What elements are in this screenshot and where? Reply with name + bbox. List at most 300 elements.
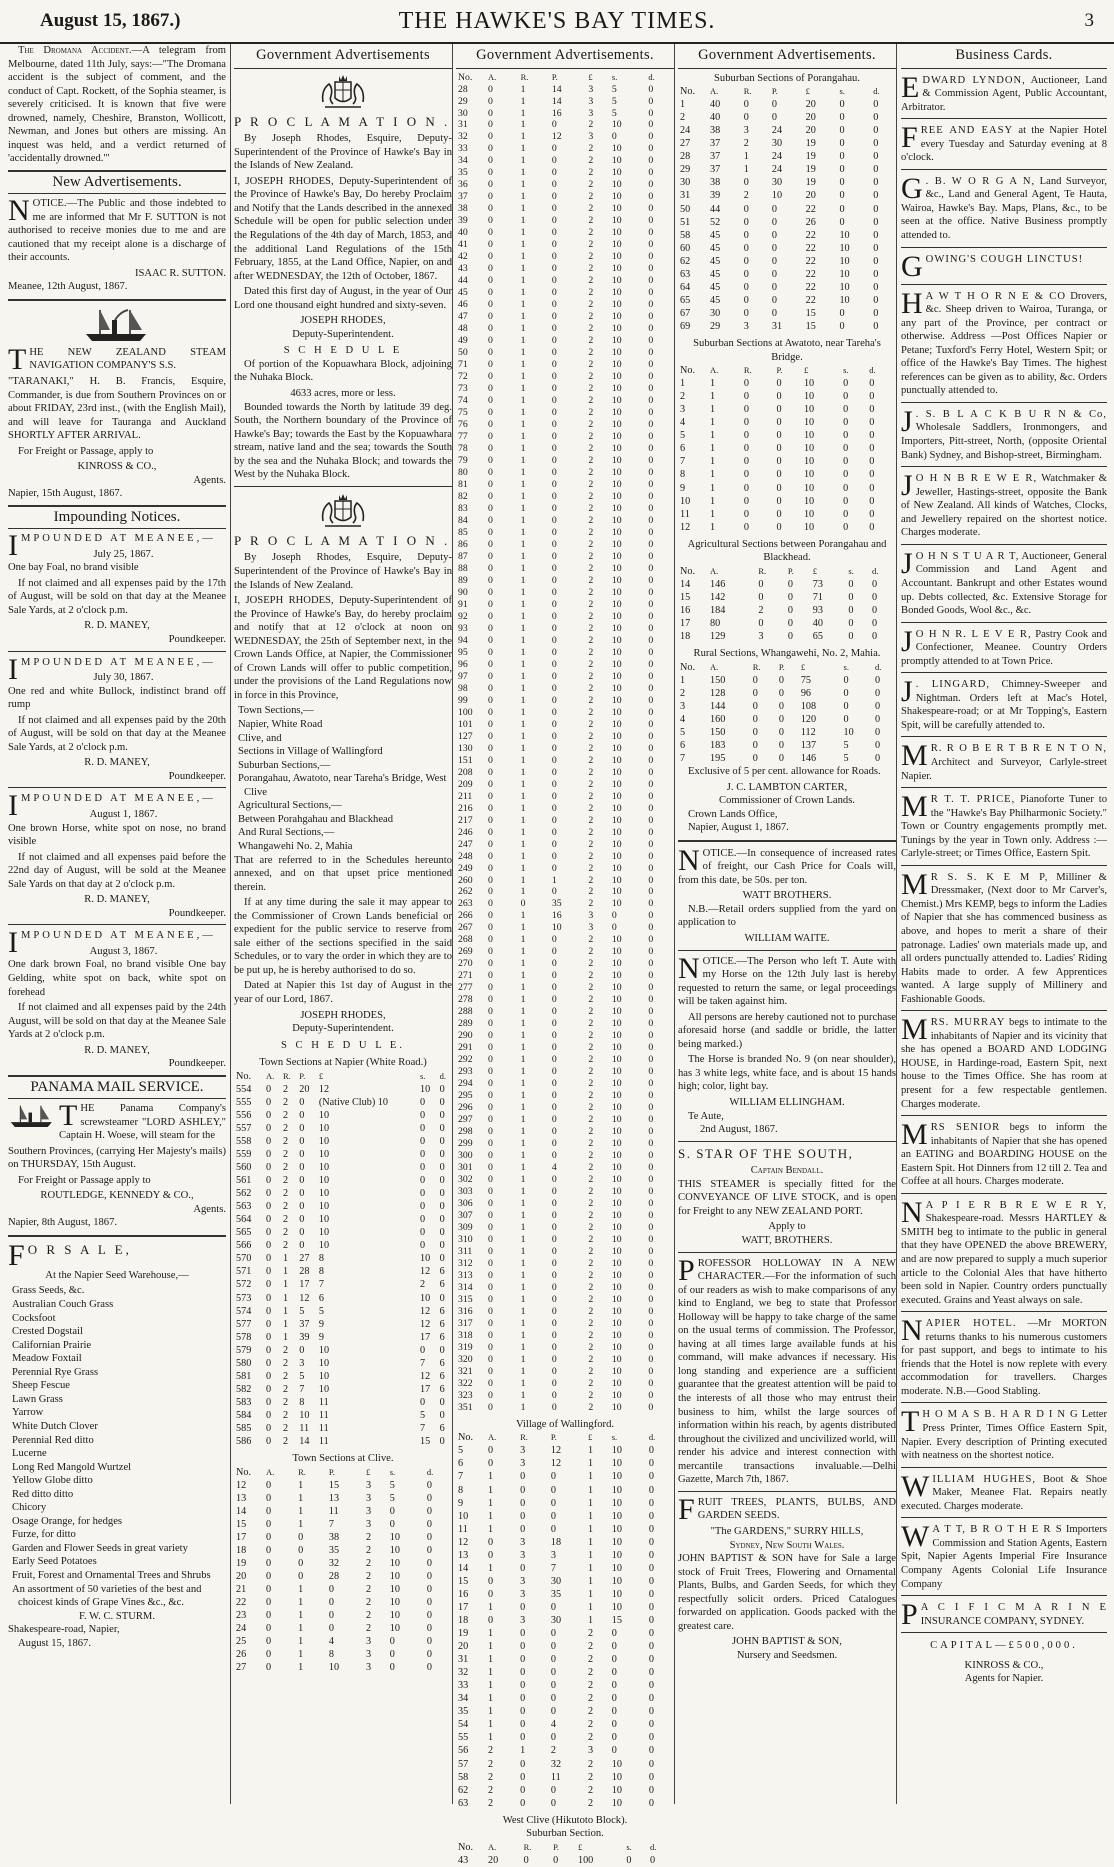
table-cell: 0	[648, 1281, 654, 1293]
table-cell: 18	[458, 1615, 469, 1626]
table-cell: 0	[648, 886, 654, 898]
table-cell: 0	[778, 713, 784, 725]
table-row	[234, 1531, 452, 1544]
table-cell: 2	[588, 622, 594, 634]
table-cell: 0	[550, 1510, 556, 1522]
table-cell: 2	[588, 1305, 594, 1317]
table-cell: 0	[776, 495, 782, 507]
table-cell: 0	[843, 482, 849, 494]
table-cell: 12	[236, 1479, 247, 1491]
table-cell: 19	[805, 177, 816, 189]
table-cell: 2	[419, 1279, 426, 1291]
table-cell: 5	[389, 1479, 395, 1491]
table-cell: 0	[839, 151, 845, 163]
table-cell: 1	[680, 674, 686, 686]
table-cell: 33	[458, 1680, 469, 1692]
table-cell: 2	[588, 263, 594, 275]
table-cell: 0	[551, 694, 557, 706]
table-cell: 10	[611, 874, 622, 886]
table-cell: 277	[458, 982, 473, 994]
table-cell: 0	[648, 395, 654, 407]
table-cell: 10	[803, 391, 815, 403]
table-cell: 10	[318, 1201, 330, 1213]
card-title: R S. S. K E M P,	[930, 871, 1049, 883]
table-cell: 0	[419, 1201, 426, 1213]
table-cell: 0	[299, 1227, 305, 1239]
card-body: Wholesale Saddlers, Ironmongers, and Importers, Pitt-street, North, (opposite Oriental Bank) Sydney, and Bishop-street, Birmingham.	[901, 422, 1107, 461]
table-cell: 2	[282, 1357, 289, 1369]
table-cell: 3	[680, 700, 686, 712]
table-cell: 1	[520, 251, 526, 263]
table-row	[678, 268, 896, 281]
table-cell: 1	[587, 1536, 594, 1548]
table-cell: 27	[680, 138, 691, 150]
table-cell: 2	[588, 1066, 594, 1078]
table-cell: 0	[488, 802, 493, 814]
table-header-cell: s.	[843, 365, 849, 376]
table-cell: 0	[488, 1281, 493, 1293]
table-cell: 1	[520, 790, 526, 802]
table-row	[234, 1609, 452, 1622]
table-cell: 5	[458, 1445, 464, 1457]
table-cell: 0	[419, 1396, 426, 1408]
table-cell: 0	[551, 1329, 557, 1341]
table-cell: 137	[800, 739, 817, 751]
table-cell: 0	[488, 514, 493, 526]
table-cell: 14	[299, 1436, 310, 1448]
table-header-cell: No.	[680, 661, 695, 673]
table-cell: 27	[236, 1662, 247, 1674]
table-cell: 0	[266, 1610, 272, 1622]
table-cell: 0	[648, 491, 654, 502]
business-card	[901, 1406, 1107, 1467]
drop-cap: H	[901, 286, 923, 320]
table-cell: 1	[587, 1445, 594, 1457]
table-cell: 0	[776, 430, 782, 442]
table-cell: 299	[458, 1138, 473, 1150]
table-cell: 6	[680, 739, 686, 751]
table-cell: 0	[551, 335, 557, 347]
table-cell: 0	[520, 1784, 526, 1796]
table-row	[456, 1731, 674, 1744]
table-cell: 0	[488, 179, 493, 191]
table-cell: 0	[648, 562, 654, 574]
table-cell: 2	[588, 718, 594, 730]
table-cell: 80	[458, 467, 468, 479]
table-cell: 0	[843, 391, 849, 403]
table-cell: 0	[439, 1227, 445, 1239]
table-cell: 75	[458, 407, 468, 419]
table-cell: 2	[588, 179, 594, 191]
table-cell: 10	[318, 1383, 330, 1395]
table-header-cell: £	[365, 1466, 371, 1477]
table-cell: 29	[458, 95, 468, 107]
table-cell: 7	[680, 456, 686, 468]
table-header-row	[678, 661, 896, 674]
table-cell: 73	[812, 578, 823, 590]
table-row	[678, 229, 896, 242]
table-cell: 0	[648, 263, 654, 275]
table-cell: 33	[458, 143, 468, 155]
table-cell: 0	[648, 443, 654, 455]
table-cell: 0	[848, 578, 854, 590]
table-cell: 0	[648, 1458, 654, 1470]
table-cell: 10	[318, 1135, 330, 1147]
sections-table-continued	[456, 72, 674, 1414]
table-cell: 20	[236, 1570, 247, 1582]
table-cell: 0	[266, 1162, 272, 1174]
table-cell: 146	[800, 752, 817, 764]
table-cell: 0	[488, 1536, 494, 1548]
table-cell: 0	[551, 1102, 557, 1114]
table-row	[234, 1174, 452, 1187]
table-cell: 0	[488, 251, 493, 263]
table-cell: 2	[588, 1389, 594, 1401]
table-cell: 0	[488, 526, 493, 538]
table-cell: 17	[419, 1383, 431, 1395]
table-cell: 2	[743, 138, 749, 150]
table-cell: 24	[680, 125, 691, 137]
table-cell: 10	[611, 1066, 622, 1078]
table-cell: 1	[520, 167, 526, 179]
table-cell: 0	[550, 1654, 556, 1666]
table-cell: 10	[611, 1281, 622, 1293]
table-cell: 0	[787, 591, 793, 603]
table-cell: 585	[236, 1422, 252, 1434]
table-cell: 10	[611, 1510, 622, 1522]
table-cell: 108	[800, 700, 817, 712]
table-cell: 1	[520, 646, 526, 658]
drop-cap: I	[8, 926, 18, 960]
table-row	[456, 839, 674, 851]
table-cell: 0	[426, 1584, 432, 1596]
card-body: Drovers, &c. Sheep driven to Wairoa, Turanga, or any part of the Province, per contract or otherwise. Address —Post Offices Napier or Petane; Tuxford's Ferry Hotel, Western Spit; or office of the Hawke's Bay Times. The highest references can be given as to ability, &c. Orders punctually attended to.	[901, 290, 1107, 397]
table-cell: 10	[611, 1186, 622, 1198]
table-cell: 0	[266, 1096, 272, 1108]
table-cell: 0	[419, 1214, 426, 1226]
fruit-signature: JOHN BAPTIST & SON,	[732, 1636, 842, 1648]
table-cell: 0	[551, 1186, 557, 1198]
table-cell: 0	[869, 430, 875, 442]
porangahau-table	[678, 85, 896, 333]
card-text	[901, 739, 1107, 783]
table-cell: 0	[787, 578, 793, 590]
table-cell: 1	[520, 131, 526, 143]
table-cell: 0	[488, 275, 493, 287]
table-cell: 36	[458, 179, 468, 191]
table-cell: 10	[611, 311, 622, 323]
table-cell: 0	[743, 307, 749, 319]
table-cell: 10	[611, 1601, 622, 1613]
table-cell: 2	[588, 694, 594, 706]
table-cell: 311	[458, 1246, 473, 1258]
table-cell: 0	[648, 1198, 654, 1210]
table-cell: 10	[611, 502, 622, 514]
table-cell: 0	[648, 1549, 654, 1561]
table-cell: 0	[648, 550, 654, 562]
table-cell: 1	[298, 1597, 304, 1609]
table-cell: 0	[551, 179, 557, 191]
table-cell: 2	[588, 1222, 594, 1234]
table-cell: 10	[611, 982, 622, 994]
table-cell: 0	[611, 910, 617, 922]
table-row	[456, 1030, 674, 1042]
table-cell: 42	[458, 251, 468, 263]
table-cell: 9	[318, 1331, 324, 1343]
table-cell: 62	[458, 1784, 469, 1796]
napier-sections-table	[234, 1070, 452, 1448]
table-cell: 0	[266, 1409, 272, 1421]
table-cell: 289	[458, 1018, 473, 1030]
table-cell: 10	[611, 574, 622, 586]
table-row	[456, 1627, 674, 1640]
table-cell: 6	[439, 1370, 445, 1382]
table-cell: 0	[439, 1396, 445, 1408]
table-cell: 64	[680, 281, 691, 293]
table-cell: 0	[648, 335, 654, 347]
table-header-cell: P.	[771, 86, 778, 97]
table-cell: 10	[611, 299, 622, 311]
table-cell: 0	[776, 443, 782, 455]
table-cell: 45	[710, 281, 721, 293]
table-header-cell: P.	[778, 661, 785, 672]
table-row	[678, 242, 896, 255]
table-cell: 2	[365, 1557, 372, 1569]
table-cell: 1	[743, 164, 749, 176]
drop-cap: T	[901, 1405, 920, 1439]
table-cell: 0	[611, 1719, 617, 1731]
table-cell: 0	[266, 1662, 272, 1674]
table-cell: 0	[787, 617, 793, 629]
table-row	[678, 604, 896, 617]
notice-text: OTICE.—The Public and those indebted to me are informed that Mr F. SUTTON is not authorised to receive monies due to me and are cautioned that my receipt alone is a discharge of their accounts.	[8, 198, 226, 264]
table-cell: 0	[648, 239, 654, 251]
table-cell: 1	[520, 562, 526, 574]
table-cell: 1	[710, 391, 716, 403]
table-header-cell: s.	[611, 72, 618, 83]
table-cell: 0	[551, 1317, 557, 1329]
table-row	[456, 922, 674, 934]
drop-cap: N	[678, 843, 700, 877]
table-cell: 0	[648, 946, 654, 958]
table-header-cell: R.	[520, 1432, 528, 1443]
steam-agent: KINROSS & CO.,	[77, 461, 157, 473]
rural-table	[678, 661, 896, 765]
table-cell: 24	[771, 151, 783, 163]
table-cell: 10	[803, 482, 815, 494]
table-cell: 32	[458, 1667, 469, 1679]
table-cell: 1	[520, 287, 526, 299]
table-cell: 1	[520, 874, 526, 886]
table-cell: 0	[839, 164, 845, 176]
table-cell: 0	[752, 726, 758, 738]
table-cell: 0	[843, 687, 849, 699]
table-cell: 0	[551, 1090, 557, 1102]
table-cell: 0	[648, 1162, 654, 1174]
table-cell: 1	[520, 1198, 526, 1210]
table-row	[456, 431, 674, 443]
table-cell: 28	[458, 83, 468, 95]
table-cell: 0	[266, 1597, 272, 1609]
table-row	[678, 617, 896, 630]
card-body: Auctioneer, Land & Commission Agent, Public Accountant, Arbitrator.	[901, 74, 1107, 113]
panama-freight: For Freight or Passage apply to	[18, 1174, 151, 1186]
table-cell: 0	[520, 1471, 526, 1483]
table-cell: 0	[743, 495, 749, 507]
table-row	[456, 946, 674, 958]
table-cell: 0	[551, 850, 557, 862]
list-item: Californian Prairie	[12, 1339, 92, 1351]
table-cell: 0	[648, 634, 654, 646]
table-cell: 0	[266, 1544, 272, 1556]
table-cell: 31	[680, 190, 691, 202]
table-row	[456, 1718, 674, 1731]
table-row	[234, 1557, 452, 1570]
table-cell: 0	[551, 383, 557, 395]
col2-heading: Government Advertisements	[234, 44, 452, 69]
table-cell: 0	[869, 404, 875, 416]
table-cell: 0	[771, 229, 777, 241]
table-cell: 0	[648, 874, 654, 886]
table-cell: 0	[488, 1445, 494, 1457]
table-row	[678, 442, 896, 455]
table-cell: 2	[588, 359, 594, 371]
table-cell: 1	[520, 514, 526, 526]
table-cell: 1	[710, 495, 716, 507]
table-cell: 2	[588, 1042, 594, 1054]
table-header-cell: d.	[648, 1432, 656, 1443]
table-cell: 0	[551, 119, 557, 131]
table-cell: 0	[843, 404, 849, 416]
table-row	[234, 1109, 452, 1122]
table-header-cell: A.	[488, 1841, 497, 1852]
table-cell: 16	[680, 604, 691, 616]
table-cell: 1	[298, 1610, 304, 1622]
table-cell: 0	[843, 508, 849, 520]
table-cell: 2	[588, 1018, 594, 1030]
table-cell: 10	[611, 191, 622, 203]
table-row	[456, 1078, 674, 1090]
table-cell: 2	[588, 550, 594, 562]
table-cell: 3	[299, 1357, 305, 1369]
card-title: O H N R. L E V E R,	[915, 628, 1032, 640]
table-cell: 0	[843, 469, 849, 481]
table-row	[456, 155, 674, 167]
table-cell: 267	[458, 922, 473, 934]
table-cell: 10	[611, 1784, 622, 1796]
table-cell: 0	[873, 216, 879, 228]
table-cell: 35	[458, 167, 468, 179]
table-cell: 1	[520, 1293, 526, 1305]
table-cell: 0	[551, 862, 557, 874]
table-cell: 2	[588, 347, 594, 359]
wallingford-heading: Village of Wallingford.	[515, 1418, 615, 1430]
table-cell: 0	[488, 826, 493, 838]
impound-notice-1	[8, 529, 226, 646]
table-cell: 0	[551, 562, 557, 574]
table-cell: 0	[648, 670, 654, 682]
drop-cap: M	[901, 867, 928, 901]
table-cell: 71	[812, 591, 823, 603]
table-cell: 1	[488, 1680, 494, 1692]
table-cell: 0	[873, 229, 879, 241]
table-cell: 0	[419, 1240, 426, 1252]
table-row	[456, 1692, 674, 1705]
table-header-cell: R.	[758, 565, 767, 576]
table-cell: 10	[611, 1575, 622, 1587]
table-cell: 1	[520, 491, 526, 502]
table-cell: 0	[488, 1066, 493, 1078]
table-cell: 0	[648, 1758, 654, 1770]
proclamation-1	[234, 114, 452, 342]
table-cell: 10	[611, 1018, 622, 1030]
table-cell: 2	[588, 790, 594, 802]
table-cell: 0	[551, 538, 557, 550]
table-cell: 0	[551, 1401, 557, 1413]
table-cell: 0	[551, 886, 557, 898]
table-cell: 0	[648, 143, 654, 155]
table-cell: 10	[611, 431, 622, 443]
table-cell: 1	[282, 1331, 289, 1343]
table-cell: 1	[282, 1318, 289, 1330]
table-cell: 0	[520, 898, 526, 910]
table-cell: 0	[488, 1150, 493, 1162]
table-cell: 10	[839, 294, 850, 306]
proclamation-role: Deputy-Superintendent.	[292, 328, 394, 340]
table-cell: 0	[869, 456, 875, 468]
table-cell: 0	[551, 203, 557, 215]
table-cell: 0	[551, 958, 557, 970]
table-cell: 2	[488, 1758, 494, 1770]
table-cell: 0	[426, 1623, 432, 1635]
table-cell: 1	[520, 1353, 526, 1365]
table-cell: 10	[611, 1114, 622, 1126]
table-header-cell: s.	[389, 1466, 396, 1477]
table-cell: 1	[520, 814, 526, 826]
card-body: Auctioneer, General Commission and Land Agent and Accountant. Bankrupt and other Estates wound up. Debts collected, &c. Extensive Storage for Bonded Goods, Wool &c., &c.	[901, 550, 1107, 617]
table-cell: 0	[648, 1654, 654, 1666]
table-cell: 7	[419, 1357, 426, 1369]
table-cell: 150	[710, 726, 726, 738]
proclamation-title: P R O C L A M A T I O N .	[234, 532, 451, 548]
business-card	[901, 288, 1107, 403]
table-cell: 0	[752, 674, 758, 686]
table-row	[234, 1135, 452, 1148]
table-row	[456, 575, 674, 587]
table-cell: 15	[419, 1436, 431, 1448]
drop-cap: F	[678, 1492, 695, 1526]
table-cell: 0	[771, 281, 777, 293]
table-cell: 1	[587, 1615, 594, 1626]
table-cell: 2	[365, 1597, 372, 1609]
table-cell: 0	[758, 591, 764, 603]
table-cell: 3	[588, 83, 594, 95]
table-cell: 20	[458, 1641, 469, 1653]
table-cell: 2	[282, 1383, 289, 1395]
table-cell: 0	[611, 1680, 617, 1692]
table-cell: 2	[588, 766, 594, 778]
table-cell: 5	[419, 1409, 426, 1421]
table-cell: 45	[710, 294, 721, 306]
table-cell: 3	[588, 131, 594, 143]
table-cell: 3	[365, 1518, 372, 1530]
table-cell: 2	[588, 634, 594, 646]
column-4	[674, 44, 896, 1804]
table-cell: 1	[520, 1246, 526, 1258]
table-cell: 0	[843, 430, 849, 442]
table-cell: 10	[611, 1222, 622, 1234]
royal-coat-of-arms-icon	[315, 72, 371, 112]
